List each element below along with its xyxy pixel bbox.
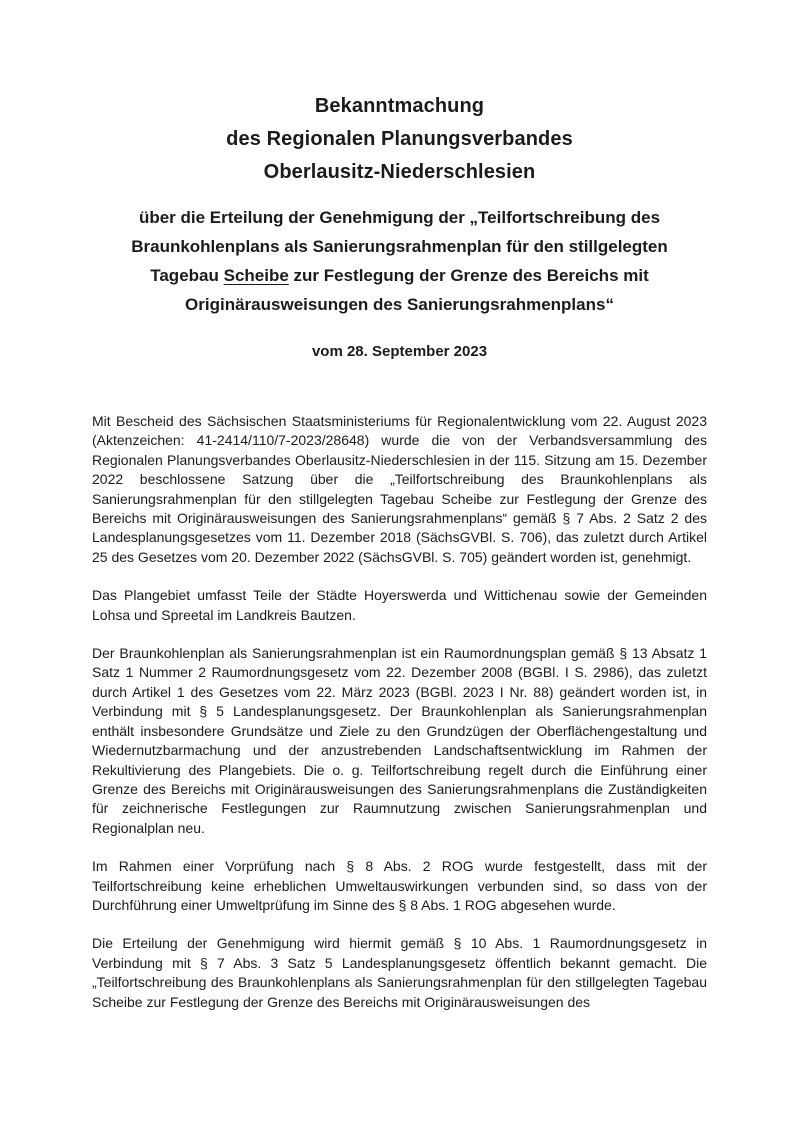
document-subtitle-line-3	[92, 261, 707, 290]
subtitle-line3-suffix: zur Festlegung der Grenze des Bereichs mit	[288, 266, 649, 285]
body-paragraph-1: Mit Bescheid des Sächsischen Staatsministeriums für Regionalentwicklung vom 22. August 2023 (Aktenzeichen: 41-2414/110/7-2023/28648) wurde die von der Verbandsversammlung des Regionalen Planungsverbandes Oberlausitz-Niederschlesien in der 115. Sitzung am 15. Dezember 2022 beschlossene Satzung über die „Teilfortschreibung des Braunkohlenplans als Sanierungsrahmenplan für den stillgelegten Tagebau Scheibe zur Festlegung der Grenze des Bereichs mit Originärausweisungen des Sanierungsrahmenplans“ gemäß § 7 Abs. 2 Satz 2 des Landesplanungsgesetzes vom 11. Dezember 2018 (SächsGVBl. S. 706), das zuletzt durch Artikel 25 des Gesetzes vom 20. Dezember 2022 (SächsGVBl. S. 705) geändert worden ist, genehmigt.	[92, 413, 707, 565]
document-subtitle	[92, 203, 707, 319]
subtitle-line3-prefix: Tagebau	[150, 266, 224, 285]
document-title	[92, 90, 707, 189]
underlined-term-scheibe: Scheibe	[223, 266, 289, 285]
body-paragraph-5: Die Erteilung der Genehmigung wird hiermit gemäß § 10 Abs. 1 Raumordnungsgesetz in Verbindung mit § 7 Abs. 3 Satz 5 Landesplanungsgesetz öffentlich bekannt gemacht. Die „Teilfortschreibung des Braunkohlenplans als Sanierungsrahmenplan für den stillgelegten Tagebau Scheibe zur Festlegung der Grenze des Bereichs mit Originärausweisungen des	[92, 935, 707, 1010]
document-title-line-3: Oberlausitz-Niederschlesien	[263, 161, 536, 183]
body-paragraph-3: Der Braunkohlenplan als Sanierungsrahmenplan ist ein Raumordnungsplan gemäß § 13 Absatz 1 Satz 1 Nummer 2 Raumordnungsgesetz vom 22. Dezember 2008 (BGBl. I S. 2986), das zuletzt durch Artikel 1 des Gesetzes vom 22. März 2023 (BGBl. 2023 I Nr. 88) geändert worden ist, in Verbindung mit § 5 Landesplanungsgesetz. Der Braunkohlenplan als Sanierungsrahmenplan enthält insbesondere Grundsätze und Ziele zu den Grundzügen der Oberflächengestaltung und Wiedernutzbarmachung und der anzustrebenden Landschaftsentwicklung im Rahmen der Rekultivierung des Plangebiets. Die o. g. Teilfortschreibung regelt durch die Einführung einer Grenze des Bereichs mit Originärausweisungen des Sanierungsrahmenplans die Zuständigkeiten für zeichnerische Festlegungen zur Raumnutzung zwischen Sanierungsrahmenplan und Regionalplan neu.	[92, 645, 707, 836]
document-body	[92, 412, 707, 1012]
document-subtitle-line-2: Braunkohlenplans als Sanierungsrahmenplan für den stillgelegten	[131, 237, 668, 256]
document-subtitle-line-1: über die Erteilung der Genehmigung der „Teilfortschreibung des	[138, 208, 661, 227]
body-paragraph-2: Das Plangebiet umfasst Teile der Städte Hoyerswerda und Wittichenau sowie der Gemeinden Lohsa und Spreetal im Landkreis Bautzen.	[92, 587, 707, 623]
document-title-line-2: des Regionalen Planungsverbandes	[226, 128, 573, 150]
body-paragraph-4: Im Rahmen einer Vorprüfung nach § 8 Abs. 2 ROG wurde festgestellt, dass mit der Teilfortschreibung keine erheblichen Umweltauswirkungen verbunden sind, so dass von der Durchführung einer Umweltprüfung im Sinne des § 8 Abs. 1 ROG abgesehen wurde.	[92, 858, 707, 913]
document-date: vom 28. September 2023	[311, 343, 488, 360]
document-subtitle-line-4: Originärausweisungen des Sanierungsrahmenplans“	[185, 295, 614, 314]
document-title-line-1: Bekanntmachung	[314, 95, 485, 117]
